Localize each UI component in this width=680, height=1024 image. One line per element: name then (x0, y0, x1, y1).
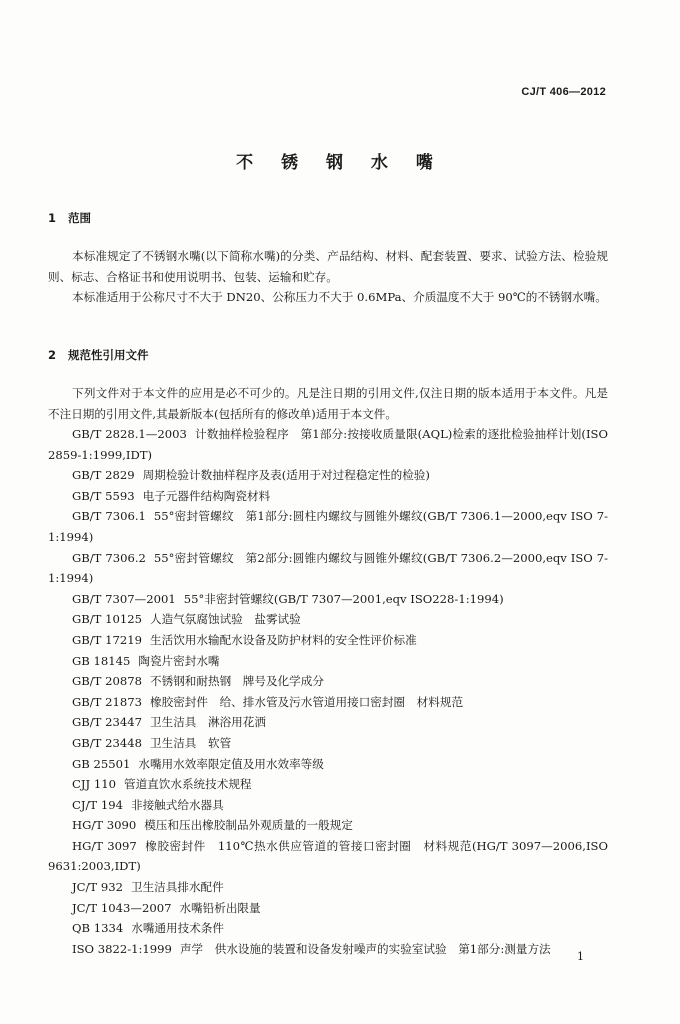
reference-item (48, 795, 608, 816)
reference-code: GB/T 7306.2 (72, 550, 146, 565)
reference-item (48, 548, 608, 589)
reference-code: GB/T 7307—2001 (72, 591, 176, 606)
reference-code: GB/T 20878 (72, 674, 142, 689)
reference-item (48, 630, 608, 651)
reference-item (48, 712, 608, 733)
paragraph: 下列文件对于本文件的应用是必不可少的。凡是注日期的引用文件,仅注日期的版本适用于本文件。凡是不注日期的引用文件,其最新版本(包括所有的修改单)适用于本文件。 (48, 386, 608, 421)
reference-item (48, 918, 608, 939)
standard-code: CJ/T 406—2012 (521, 86, 606, 98)
reference-code: HG/T 3090 (72, 818, 137, 833)
reference-title: 卫生洁具 淋浴用花洒 (150, 715, 266, 730)
reference-item (48, 774, 608, 795)
reference-title: 计数抽样检验程序 第1部分:按接收质量限(AQL)检索的逐批检验抽样计划(ISO 2859-1:1999,IDT) (48, 427, 608, 462)
section-title: 范围 (68, 211, 91, 225)
reference-code: GB/T 2829 (72, 468, 135, 483)
reference-item (48, 754, 608, 775)
reference-code: GB/T 21873 (72, 694, 142, 709)
section-number: 1 (48, 211, 57, 225)
paragraph: 本标准适用于公称尺寸不大于 DN20、公称压力不大于 0.6MPa、介质温度不大于 90℃的不锈钢水嘴。 (72, 290, 607, 304)
reference-item (48, 836, 608, 877)
reference-item (48, 486, 608, 507)
reference-code: ISO 3822-1:1999 (72, 941, 172, 956)
reference-item (48, 609, 608, 630)
reference-code: GB 18145 (72, 653, 131, 668)
reference-item (48, 692, 608, 713)
reference-title: 非接触式给水器具 (130, 797, 224, 812)
reference-code: GB/T 23448 (72, 735, 142, 750)
reference-item (48, 733, 608, 754)
reference-code: CJ/T 194 (72, 797, 123, 812)
reference-code: GB 25501 (72, 756, 131, 771)
reference-code: GB/T 23447 (72, 715, 142, 730)
page-number: 1 (577, 950, 584, 963)
document-title: 不 锈 钢 水 嘴 (236, 153, 444, 173)
reference-title: 水嘴铅析出限量 (179, 900, 261, 915)
reference-title: 卫生洁具 软管 (150, 735, 232, 750)
reference-list (48, 424, 608, 959)
reference-title: 橡胶密封件 110℃热水供应管道的管接口密封圈 材料规范(HG/T 3097—2006,ISO 9631:2003,IDT) (48, 838, 608, 874)
reference-item (48, 465, 608, 486)
section-2-heading (48, 347, 149, 363)
reference-title: 水嘴用水效率限定值及用水效率等级 (138, 756, 324, 771)
reference-item (48, 506, 608, 547)
reference-code: GB/T 2828.1—2003 (72, 427, 187, 441)
reference-title: 周期检验计数抽样程序及表(适用于对过程稳定性的检验) (142, 468, 430, 483)
reference-item (48, 877, 608, 898)
reference-code: CJJ 110 (72, 777, 116, 792)
reference-title: 不锈钢和耐热钢 牌号及化学成分 (150, 674, 324, 689)
reference-code: JC/T 932 (72, 880, 123, 895)
reference-code: QB 1334 (72, 921, 124, 936)
reference-code: GB/T 17219 (72, 632, 142, 647)
reference-item (48, 898, 608, 919)
reference-title: 55°非密封管螺纹(GB/T 7307—2001,eqv ISO228-1:1994) (183, 591, 504, 606)
section-number: 2 (48, 348, 57, 362)
section-1-heading (48, 210, 91, 226)
reference-title: 声学 供水设施的装置和设备发射噪声的实验室试验 第1部分:测量方法 (179, 941, 551, 956)
reference-title: 橡胶密封件 给、排水管及污水管道用接口密封圈 材料规范 (150, 694, 464, 709)
reference-title: 管道直饮水系统技术规程 (123, 777, 252, 792)
reference-title: 生活饮用水输配水设备及防护材料的安全性评价标准 (150, 632, 417, 647)
reference-code: HG/T 3097 (72, 838, 137, 853)
paragraph: 本标准规定了不锈钢水嘴(以下简称水嘴)的分类、产品结构、材料、配套装置、要求、试验方法、检验规则、标志、合格证书和使用说明书、包装、运输和贮存。 (48, 249, 608, 284)
reference-code: GB/T 10125 (72, 612, 142, 627)
section-title: 规范性引用文件 (68, 348, 149, 362)
reference-item (48, 671, 608, 692)
reference-title: 陶瓷片密封水嘴 (138, 653, 220, 668)
reference-title: 卫生洁具排水配件 (130, 880, 224, 895)
reference-code: JC/T 1043—2007 (72, 900, 172, 915)
reference-item (48, 424, 608, 465)
reference-title: 人造气氛腐蚀试验 盐雾试验 (150, 612, 301, 627)
reference-item (48, 939, 608, 960)
reference-title: 模压和压出橡胶制品外观质量的一般规定 (144, 818, 353, 833)
reference-item (48, 651, 608, 672)
reference-title: 55°密封管螺纹 第1部分:圆柱内螺纹与圆锥外螺纹(GB/T 7306.1—2000,eqv ISO 7-1:1994) (48, 509, 608, 544)
reference-title: 水嘴通用技术条件 (131, 921, 224, 936)
reference-item (48, 589, 608, 610)
reference-item (48, 815, 608, 836)
reference-title: 电子元器件结构陶瓷材料 (142, 488, 271, 503)
reference-code: GB/T 5593 (72, 488, 135, 503)
reference-code: GB/T 7306.1 (72, 509, 146, 524)
reference-title: 55°密封管螺纹 第2部分:圆锥内螺纹与圆锥外螺纹(GB/T 7306.2—2000,eqv ISO 7-1:1994) (48, 550, 608, 586)
